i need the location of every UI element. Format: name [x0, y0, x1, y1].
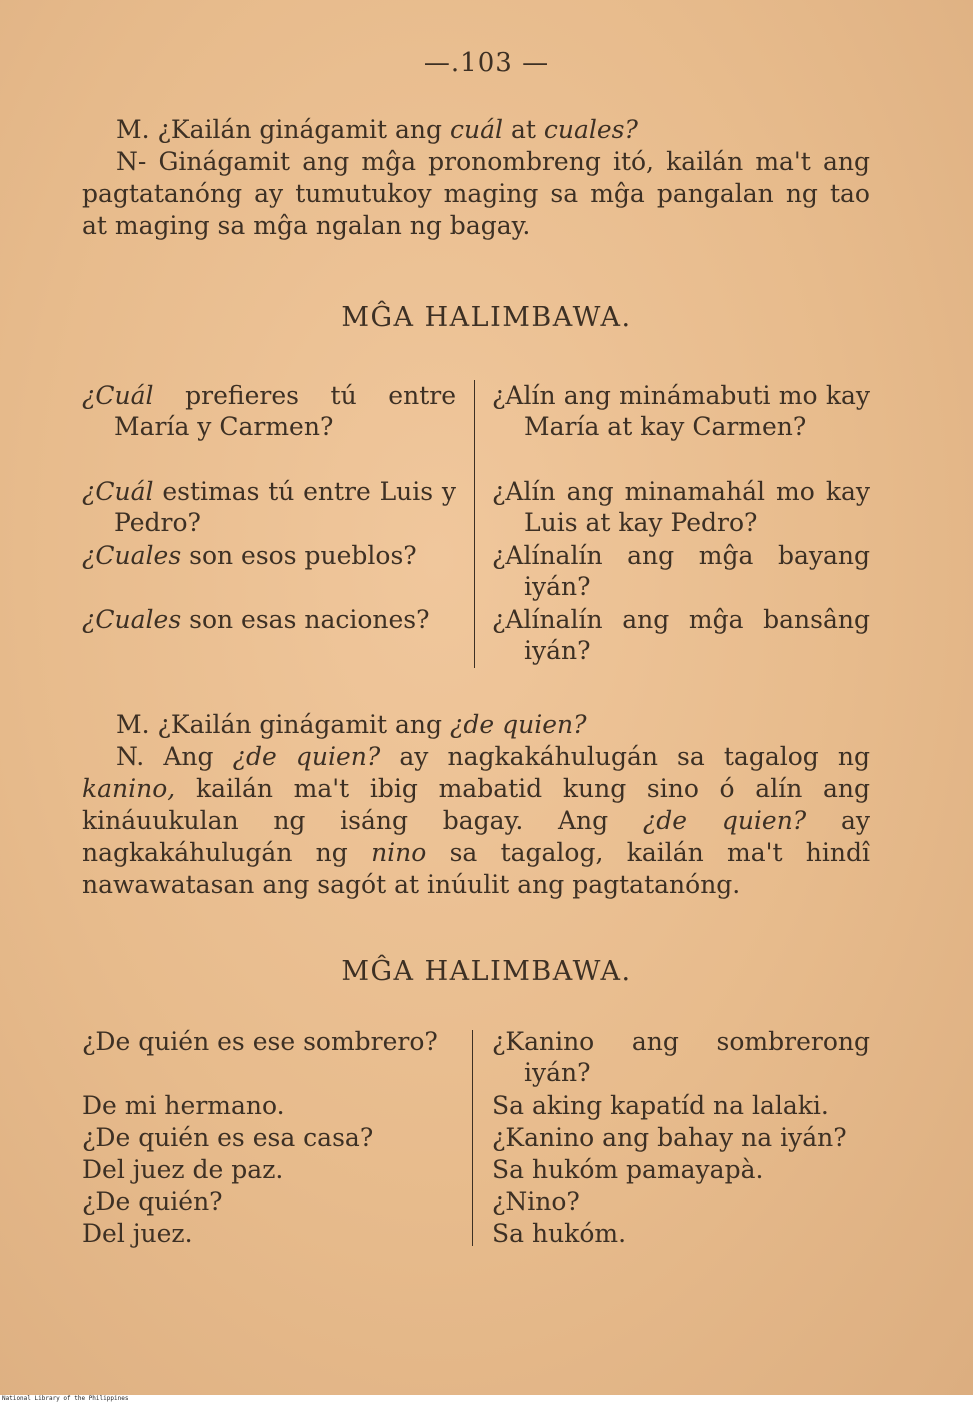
examples-2-tagalog: [492, 1026, 870, 1256]
footer-bar: [0, 1395, 973, 1403]
example-1-tl-4: ¿Alínalín ang mĝa bansâng iyán?: [492, 605, 870, 665]
example-2-tl-3: ¿Kanino ang bahay na iyán?: [492, 1123, 847, 1152]
question-de-quien: M. ¿Kailán ginágamit ang ¿de quien?: [116, 710, 587, 739]
examples-1-spanish: [82, 380, 456, 670]
example-1-tl-1: ¿Alín ang minámabuti mo kay María at kay Carmen?: [492, 381, 870, 441]
question-answer-de-quien: [82, 709, 870, 901]
examples-1-tagalog: [492, 380, 870, 670]
example-2-tl-6: Sa hukóm.: [492, 1219, 627, 1248]
column-divider-2: [472, 1030, 473, 1246]
example-2-tl-5: ¿Nino?: [492, 1187, 580, 1216]
column-divider-1: [474, 380, 475, 668]
example-2-es-6: Del juez.: [82, 1219, 193, 1248]
question-answer-cual: [82, 114, 870, 242]
example-2-tl-4: Sa hukóm pamayapà.: [492, 1155, 764, 1184]
term-cual: cuál: [449, 115, 503, 144]
examples-2-spanish: [82, 1026, 456, 1256]
question-cual: M. ¿Kailán ginágamit ang cuál at cuales?: [116, 115, 638, 144]
example-1-tl-3: ¿Alínalín ang mĝa bayang iyán?: [492, 541, 870, 601]
example-1-tl-2: ¿Alín ang minamahál mo kay Luis at kay Pedro?: [492, 477, 870, 537]
example-1-es-2: ¿Cuál estimas tú entre Luis y Pedro?: [82, 477, 456, 537]
example-1-es-4: ¿Cuales son esas naciones?: [82, 605, 430, 634]
answer-cual: N- Ginágamit ang mĝa pronombreng itó, kailán ma't ang pagtatanóng ay tumutukoy maging sa mĝa pangalan ng tao at maging sa mĝa ngalan ng bagay.: [82, 147, 870, 240]
example-1-es-1: ¿Cuál prefieres tú entre María y Carmen?: [82, 381, 456, 441]
answer-de-quien: N. Ang ¿de quien? ay nagkakáhulugán sa tagalog ng kanino, kailán ma't ibig mabatid kung sino ó alín ang kináuukulan ng isáng bagay. Ang ¿de quien? ay nagkakáhulugán ng nino sa tagalog, kailán ma't hindî nawawatasan ang sagót at inúulit ang pagtatanóng.: [82, 742, 870, 899]
library-credit: National Library of the Philippines: [2, 1395, 129, 1402]
example-1-es-3: ¿Cuales son esos pueblos?: [82, 541, 417, 570]
examples-heading-1: MĜA HALIMBAWA.: [341, 302, 632, 333]
term-de-quien: ¿de quien?: [449, 710, 587, 739]
page-number: —.103 —: [423, 48, 550, 78]
example-2-es-5: ¿De quién?: [82, 1187, 223, 1216]
example-2-es-1: ¿De quién es ese sombrero?: [82, 1027, 438, 1056]
example-2-es-3: ¿De quién es esa casa?: [82, 1123, 374, 1152]
examples-heading-2: MĜA HALIMBAWA.: [341, 956, 632, 987]
example-2-tl-2: Sa aking kapatíd na lalaki.: [492, 1091, 829, 1120]
term-cuales: cuales?: [543, 115, 638, 144]
example-2-es-2: De mi hermano.: [82, 1091, 285, 1120]
example-2-es-4: Del juez de paz.: [82, 1155, 284, 1184]
example-2-tl-1: ¿Kanino ang sombrerong iyán?: [492, 1027, 870, 1087]
